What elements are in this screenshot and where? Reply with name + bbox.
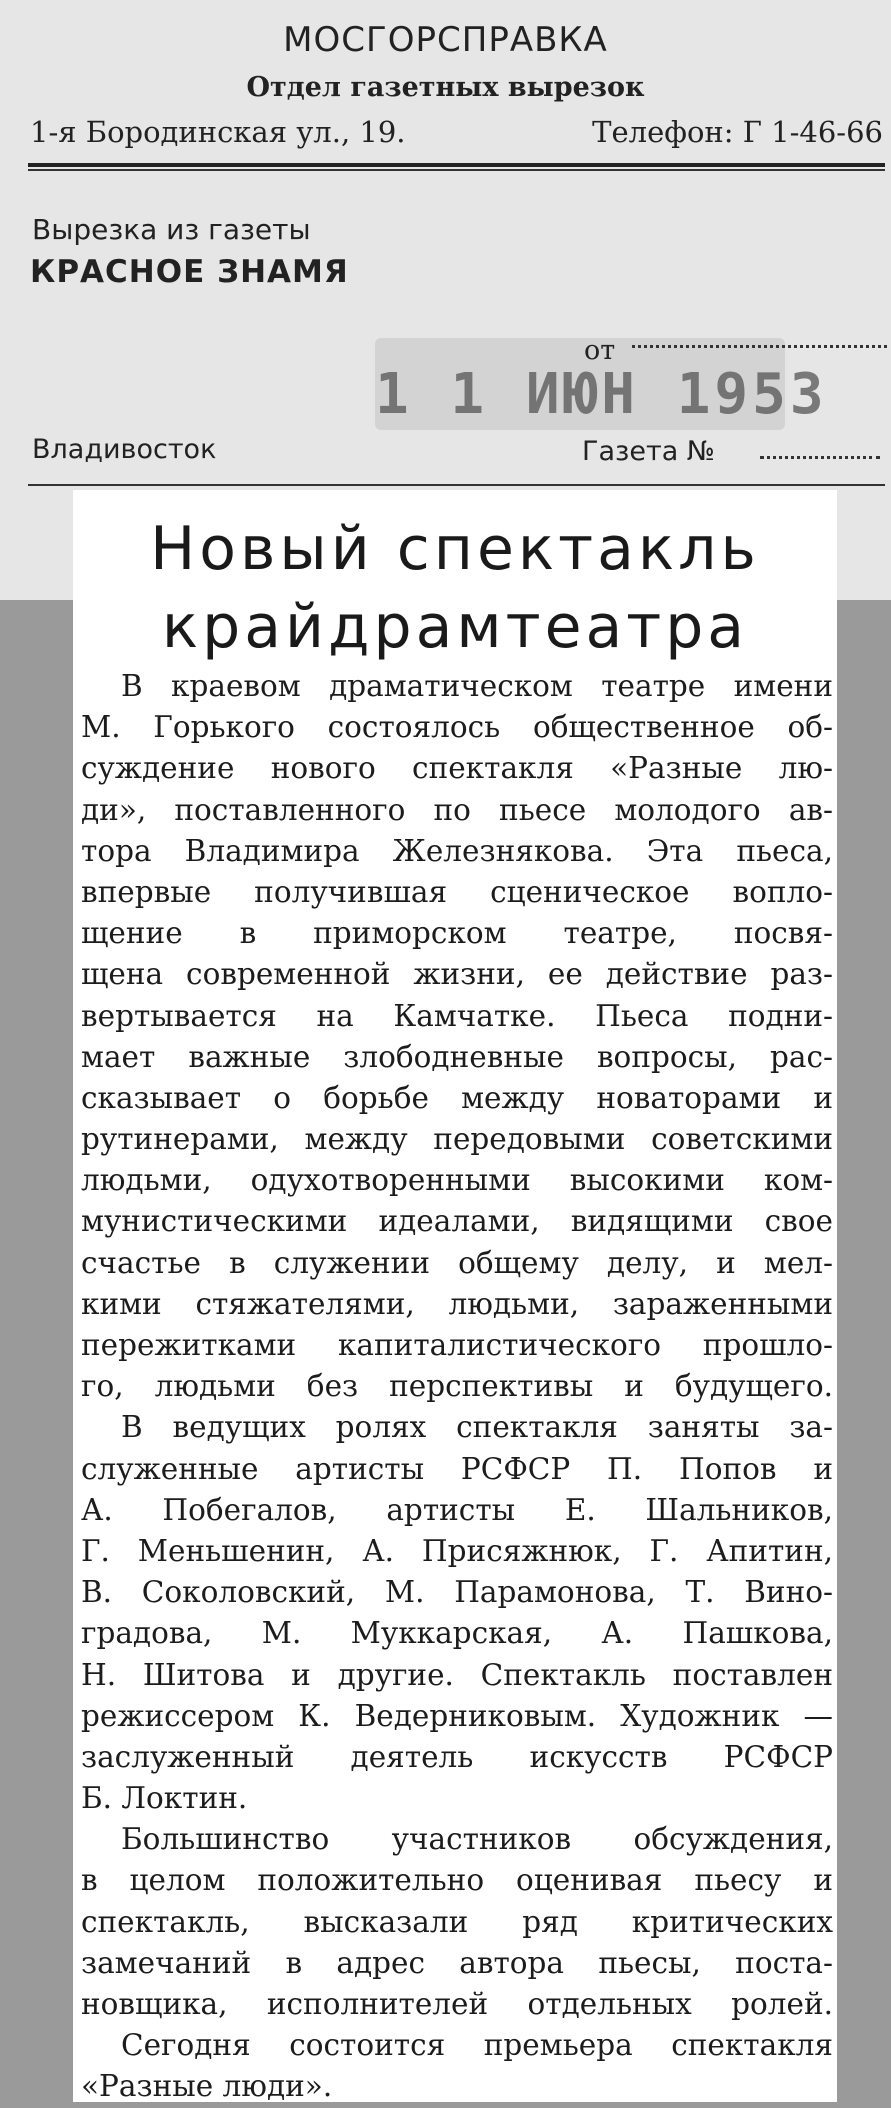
article-line: вертывается на Камчатке. Пьеса подни- [81,998,833,1033]
article-line: Г. Меньшенин, А. Присяжнюк, Г. Апитин, [81,1533,833,1568]
article-line: Б. Локтин. [81,1781,248,1816]
article-line: А. Побегалов, артисты Е. Шальников, [81,1492,833,1527]
issue-number-dotted-line [760,456,880,459]
article-line: «Разные люди». [81,2069,333,2104]
form-bottom-divider [28,484,885,486]
clipping-source-label: Вырезка из газеты [32,213,311,246]
header-divider [28,163,885,167]
article-line: ди», поставленного по пьесе молодого ав- [81,792,833,827]
agency-phone: Телефон: Г 1-46-66 [592,115,883,149]
article-body [81,666,833,2108]
article-line: замечаний в адрес автора пьесы, поста- [81,1945,833,1980]
article-line: суждение нового спектакля «Разные лю- [81,751,833,786]
article-line: сказывает о борьбе между новаторами и [81,1080,833,1115]
article-line: В ведущих ролях спектакля заняты за- [121,1410,833,1445]
article-headline [73,510,837,666]
article-line: го, людьми без перспективы и будущего. [81,1369,833,1404]
article-line: мунистическими идеалами, видящими свое [81,1204,833,1239]
article-line: кими стяжателями, людьми, зараженными [81,1286,833,1321]
date-stamp: 1 1 ИЮН 1953 [375,362,828,427]
article-line: М. Горького состоялось общественное об- [81,710,833,745]
article-line: Н. Шитова и другие. Спектакль поставлен [81,1657,833,1692]
header-divider-thin [28,169,885,171]
article-line: в целом положительно оценивая пьесу и [81,1863,833,1898]
article-line: пережитками капиталистического прошло- [81,1328,833,1362]
article-line: заслуженный деятель искусств РСФСР [81,1739,833,1774]
article-line: градова, М. Муккарская, А. Пашкова, [81,1616,833,1651]
article-line: новщика, исполнителей отдельных ролей. [81,1987,833,2021]
article-line: В. Соколовский, М. Парамонова, Т. Вино- [81,1575,833,1610]
date-label: от [584,335,616,366]
date-dotted-line [632,345,887,348]
article-line: В краевом драматическом театре имени [121,669,833,703]
agency-title: МОСГОРСПРАВКА [283,20,608,60]
article-line: людьми, одухотворенными высокими ком- [81,1163,833,1198]
headline-line: Новый спектакль [150,514,760,584]
article-line: рутинерами, между передовыми советскими [81,1122,833,1157]
form-paper-edge [0,490,73,600]
headline-line: крайдрамтеатра [161,592,749,662]
article-line: щение в приморском театре, посвя- [81,916,833,951]
article-line: служенные артисты РСФСР П. Попов и [81,1451,833,1486]
issue-number-label: Газета № [582,436,715,467]
city-name: Владивосток [32,434,217,465]
article-line: Большинство участников обсуждения, [121,1822,833,1857]
article-line: Сегодня состоится премьера спектакля [121,2028,833,2063]
agency-address: 1-я Бородинская ул., 19. [30,115,406,149]
article-line: тора Владимира Железнякова. Эта пьеса, [81,833,833,868]
article-line: мает важные злободневные вопросы, рас- [81,1039,833,1074]
article-line: спектакль, высказали ряд критических [81,1904,833,1939]
article-line: режиссером К. Ведерниковым. Художник — [81,1698,833,1733]
newspaper-name: КРАСНОЕ ЗНАМЯ [30,254,349,290]
newspaper-clipping [73,490,837,2102]
department-subtitle: Отдел газетных вырезок [246,72,645,103]
article-line: впервые получившая сценическое вопло- [81,874,833,909]
article-line: счастье в служении общему делу, и мел- [81,1245,833,1280]
article-line: щена современной жизни, ее действие раз- [81,957,833,992]
